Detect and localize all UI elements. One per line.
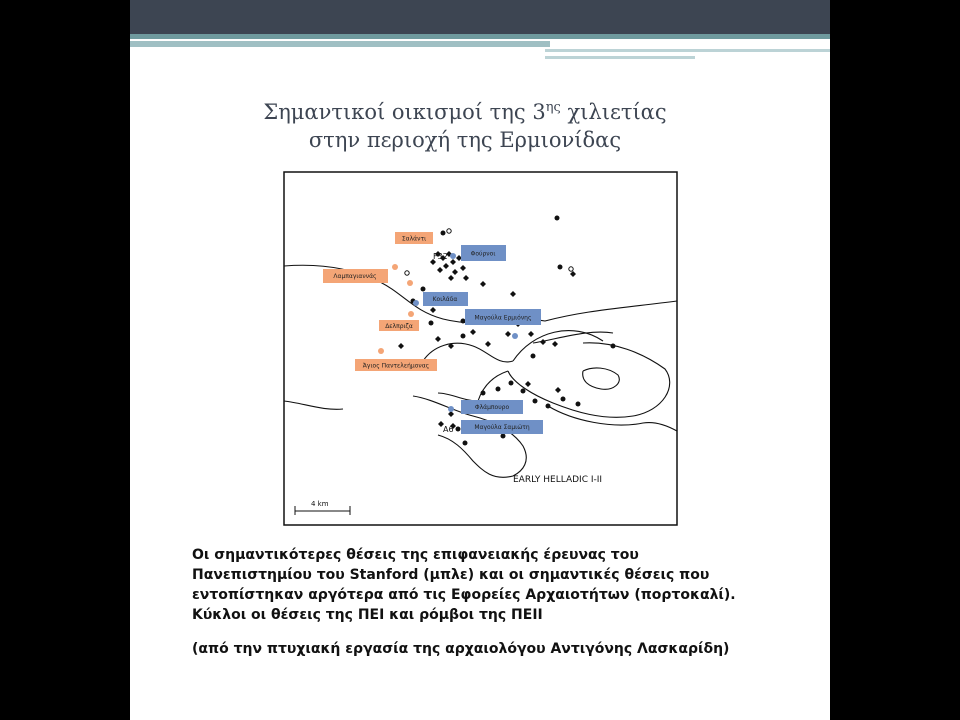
scale-label: 4 km [311,500,329,508]
blue-site-label: Μαγούλα Σαμιώτη [474,424,530,431]
label-koiláda [423,292,468,306]
header-stripe [545,56,695,59]
caption-line: Οι σημαντικότερες θέσεις της επιφανειακής έρευνας του [192,547,639,563]
slide-title [220,94,710,154]
blue-site-label: Κοιλάδα [432,296,458,303]
title-superscript: ης [545,100,561,115]
label-agios-panteleimonas [355,359,437,371]
title-line-2: στην περιοχή της Ερμιονίδας [308,128,622,152]
header-stripe [130,41,550,47]
label-salanti [395,232,433,244]
blue-site-label: Μαγούλα Ερμιόνης [474,314,532,322]
period-label: EARLY HELLADIC I-II [513,475,603,485]
site-code-f32: F32 [433,252,448,261]
caption [192,545,812,659]
orange-site-label: Άγιος Παντελεήμονας [362,362,430,370]
caption-line: Πανεπιστημίου του Stanford (μπλε) και οι σημαντικές θέσεις που [192,567,710,583]
title-text: χιλιετίας [560,100,667,124]
blue-site-label: Φλάμπουρο [474,404,510,411]
label-fournoi [461,245,506,261]
title-text: Σημαντικοί οικισμοί της 3 [263,100,546,124]
caption-line: εντοπίστηκαν αργότερα από τις Εφορείες Αρχαιοτήτων (πορτοκαλί). [192,587,736,603]
blue-site-label: Φούρνοι [470,250,496,258]
orange-site-label: Σαλάντι [401,235,427,243]
header-stripe [545,49,830,52]
label-flampouro [461,400,523,414]
header-stripe [130,34,830,39]
label-lampagiannas [323,269,388,283]
slide [130,0,830,720]
label-delpriza [379,320,419,331]
caption-gap [192,625,812,639]
site-code-a6: A6 [443,425,454,434]
label-magoula-ermionis [465,309,541,325]
header-band [130,0,830,34]
title-line-1 [220,94,710,126]
label-magoula-samioti [461,420,543,434]
site-map [283,171,678,526]
orange-site-label: Δελπριζα [385,323,413,330]
caption-source: (από την πτυχιακή εργασία της αρχαιολόγου Αντιγόνης Λασκαρίδη) [192,641,730,657]
map-border [284,172,677,525]
caption-line: Κύκλοι οι θέσεις της ΠΕΙ και ρόμβοι της ΠΕΙΙ [192,607,543,623]
orange-site-label: Λαμπαγιαννάς [333,273,377,280]
